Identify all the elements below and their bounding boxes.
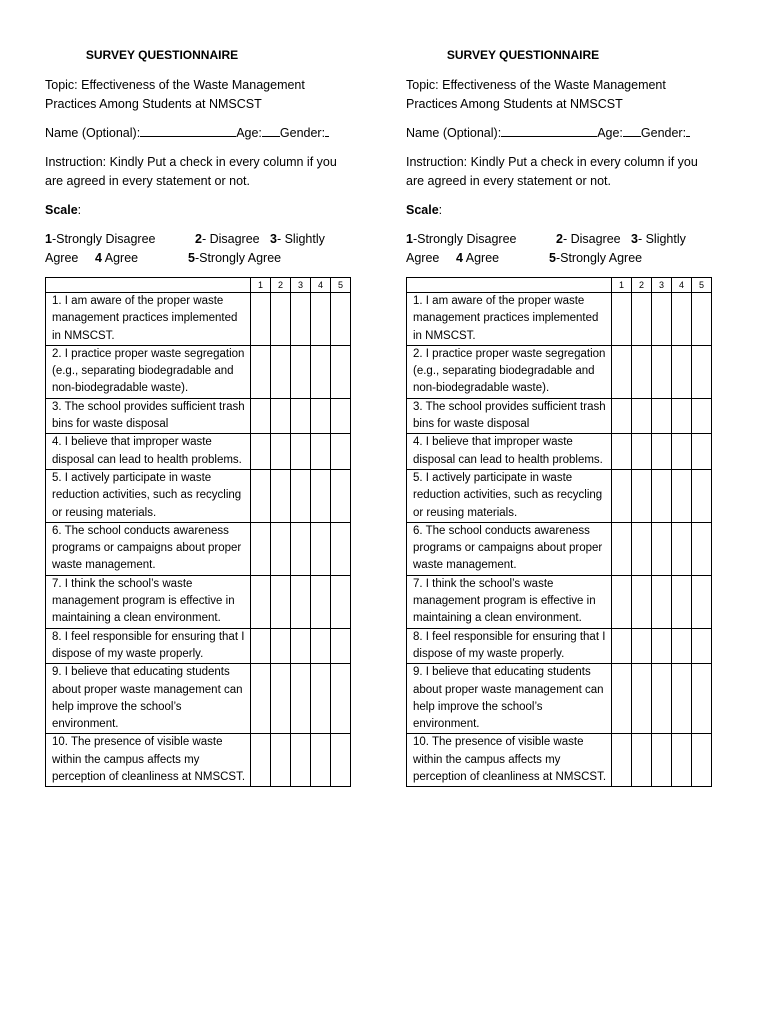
- statement-cell: 5. I actively participate in waste reduction activities, such as recycling or reusing materials.: [407, 469, 612, 522]
- rating-checkbox-cell[interactable]: [331, 398, 351, 434]
- scale-item-5: [188, 249, 281, 268]
- rating-checkbox-cell[interactable]: [672, 469, 692, 522]
- scale-text-1: -Strongly Disagree: [51, 232, 156, 246]
- rating-column-header: 5: [331, 278, 351, 293]
- scale-text-5: -Strongly Agree: [555, 251, 643, 265]
- statement-cell: 1. I am aware of the proper waste management practices implemented in NMSCST.: [407, 293, 612, 346]
- rating-column-header: 2: [632, 278, 652, 293]
- table-row: [46, 293, 351, 346]
- scale-item-3: [631, 230, 686, 249]
- rating-checkbox-cell[interactable]: [632, 469, 652, 522]
- scale-colon: :: [438, 203, 443, 217]
- statement-cell: 8. I feel responsible for ensuring that I dispose of my waste properly.: [46, 628, 251, 664]
- rating-checkbox-cell[interactable]: [331, 664, 351, 734]
- rating-column-header: 2: [271, 278, 291, 293]
- table-row: [46, 522, 351, 575]
- scale-legend: [45, 230, 355, 268]
- rating-checkbox-cell[interactable]: [672, 734, 692, 787]
- rating-checkbox-cell[interactable]: [311, 575, 331, 628]
- scale-text-5: -Strongly Agree: [194, 251, 282, 265]
- rating-checkbox-cell[interactable]: [692, 434, 712, 470]
- rating-checkbox-cell[interactable]: [271, 434, 291, 470]
- rating-checkbox-cell[interactable]: [672, 293, 692, 346]
- rating-checkbox-cell[interactable]: [291, 398, 311, 434]
- statement-rows: [46, 293, 351, 787]
- rating-checkbox-cell[interactable]: [251, 398, 271, 434]
- rating-checkbox-cell[interactable]: [652, 469, 672, 522]
- age-blank[interactable]: [262, 124, 280, 137]
- instruction-text: Instruction: Kindly Put a check in every column if you are agreed in every statement or not.: [45, 155, 337, 188]
- statement-cell: 4. I believe that improper waste disposal can lead to health problems.: [407, 434, 612, 470]
- respondent-info-line: [45, 124, 355, 143]
- rating-checkbox-cell[interactable]: [692, 575, 712, 628]
- rating-checkbox-cell[interactable]: [271, 469, 291, 522]
- table-row: [46, 434, 351, 470]
- scale-text-3-continued: Agree: [406, 251, 440, 265]
- rating-checkbox-cell[interactable]: [271, 664, 291, 734]
- scale-text-4: Agree: [101, 251, 139, 265]
- rating-checkbox-cell[interactable]: [311, 522, 331, 575]
- rating-checkbox-cell[interactable]: [311, 434, 331, 470]
- scale-item-5: [549, 249, 642, 268]
- scale-heading: [406, 201, 716, 220]
- rating-checkbox-cell[interactable]: [692, 293, 712, 346]
- rating-checkbox-cell[interactable]: [331, 434, 351, 470]
- gender-label: Gender:: [279, 126, 326, 140]
- rating-checkbox-cell[interactable]: [692, 469, 712, 522]
- scale-number-2: 2: [556, 232, 563, 246]
- rating-checkbox-cell[interactable]: [652, 293, 672, 346]
- statement-cell: 10. The presence of visible waste within the campus affects my perception of cleanliness at NMSCST.: [46, 734, 251, 787]
- rating-checkbox-cell[interactable]: [612, 628, 632, 664]
- scale-colon: :: [77, 203, 82, 217]
- table-row: [407, 734, 712, 787]
- statement-cell: 2. I practice proper waste segregation (e.g., separating biodegradable and non-biodegradable waste).: [46, 345, 251, 398]
- scale-number-5: 5: [549, 251, 556, 265]
- statement-cell: 7. I think the school’s waste management program is effective in maintaining a clean environment.: [46, 575, 251, 628]
- scale-number-1: 1: [45, 232, 52, 246]
- scale-item-4: [456, 249, 499, 268]
- rating-checkbox-cell[interactable]: [672, 398, 692, 434]
- scale-text-3: - Slightly: [637, 232, 686, 246]
- rating-checkbox-cell[interactable]: [612, 664, 632, 734]
- name-blank[interactable]: [501, 124, 597, 137]
- rating-checkbox-cell[interactable]: [311, 398, 331, 434]
- survey-table: [406, 277, 712, 787]
- table-row: [407, 434, 712, 470]
- rating-checkbox-cell[interactable]: [271, 734, 291, 787]
- rating-checkbox-cell[interactable]: [632, 398, 652, 434]
- topic-text: Topic: Effectiveness of the Waste Management Practices Among Students at NMSCST: [406, 78, 666, 111]
- table-row: [407, 628, 712, 664]
- scale-number-1: 1: [406, 232, 413, 246]
- rating-checkbox-cell[interactable]: [311, 345, 331, 398]
- rating-checkbox-cell[interactable]: [251, 734, 271, 787]
- rating-checkbox-cell[interactable]: [311, 628, 331, 664]
- name-blank[interactable]: [140, 124, 236, 137]
- rating-checkbox-cell[interactable]: [251, 345, 271, 398]
- rating-checkbox-cell[interactable]: [331, 628, 351, 664]
- rating-checkbox-cell[interactable]: [612, 734, 632, 787]
- statement-cell: 1. I am aware of the proper waste management practices implemented in NMSCST.: [46, 293, 251, 346]
- rating-checkbox-cell[interactable]: [251, 469, 271, 522]
- topic-text: Topic: Effectiveness of the Waste Management Practices Among Students at NMSCST: [45, 78, 305, 111]
- questionnaire-title: SURVEY QUESTIONNAIRE: [85, 48, 239, 62]
- rating-checkbox-cell[interactable]: [672, 434, 692, 470]
- rating-checkbox-cell[interactable]: [652, 398, 672, 434]
- rating-checkbox-cell[interactable]: [672, 664, 692, 734]
- rating-checkbox-cell[interactable]: [311, 734, 331, 787]
- scale-item-1: [406, 230, 516, 249]
- rating-checkbox-cell[interactable]: [291, 664, 311, 734]
- rating-checkbox-cell[interactable]: [672, 522, 692, 575]
- table-row: [407, 575, 712, 628]
- rating-checkbox-cell[interactable]: [692, 345, 712, 398]
- scale-text-3: - Slightly: [276, 232, 325, 246]
- rating-checkbox-cell[interactable]: [632, 345, 652, 398]
- rating-checkbox-cell[interactable]: [331, 734, 351, 787]
- age-blank[interactable]: [623, 124, 641, 137]
- scale-text-2: - Disagree: [201, 232, 260, 246]
- statement-cell: 6. The school conducts awareness programs or campaigns about proper waste management.: [46, 522, 251, 575]
- rating-checkbox-cell[interactable]: [672, 345, 692, 398]
- rating-checkbox-cell[interactable]: [612, 469, 632, 522]
- statement-cell: 4. I believe that improper waste disposal can lead to health problems.: [46, 434, 251, 470]
- rating-checkbox-cell[interactable]: [672, 575, 692, 628]
- rating-column-header: 1: [251, 278, 271, 293]
- table-row: [407, 345, 712, 398]
- questionnaire-form-right: [406, 46, 716, 787]
- rating-column-header: 4: [672, 278, 692, 293]
- table-row: [46, 345, 351, 398]
- rating-checkbox-cell[interactable]: [331, 345, 351, 398]
- rating-checkbox-cell[interactable]: [271, 398, 291, 434]
- rating-column-header: 3: [652, 278, 672, 293]
- scale-item-4: [95, 249, 138, 268]
- rating-checkbox-cell[interactable]: [291, 522, 311, 575]
- rating-checkbox-cell[interactable]: [632, 734, 652, 787]
- rating-checkbox-cell[interactable]: [652, 575, 672, 628]
- gender-blank[interactable]: [686, 124, 690, 137]
- respondent-info-line: [406, 124, 716, 143]
- rating-checkbox-cell[interactable]: [331, 575, 351, 628]
- rating-checkbox-cell[interactable]: [331, 469, 351, 522]
- rating-checkbox-cell[interactable]: [311, 293, 331, 346]
- scale-text-4: Agree: [462, 251, 500, 265]
- rating-checkbox-cell[interactable]: [271, 345, 291, 398]
- rating-column-header: 1: [612, 278, 632, 293]
- statement-cell: 5. I actively participate in waste reduction activities, such as recycling or reusing materials.: [46, 469, 251, 522]
- rating-checkbox-cell[interactable]: [311, 664, 331, 734]
- rating-checkbox-cell[interactable]: [311, 469, 331, 522]
- rating-checkbox-cell[interactable]: [271, 575, 291, 628]
- name-label: Name (Optional):: [45, 126, 141, 140]
- scale-text-2: - Disagree: [562, 232, 621, 246]
- rating-checkbox-cell[interactable]: [291, 345, 311, 398]
- statement-cell: 7. I think the school’s waste management program is effective in maintaining a clean environment.: [407, 575, 612, 628]
- rating-column-header: 4: [311, 278, 331, 293]
- rating-checkbox-cell[interactable]: [612, 398, 632, 434]
- gender-label: Gender:: [640, 126, 687, 140]
- table-row: [407, 398, 712, 434]
- rating-checkbox-cell[interactable]: [291, 628, 311, 664]
- age-label: Age:: [597, 126, 623, 140]
- rating-checkbox-cell[interactable]: [251, 522, 271, 575]
- statement-column-header: [407, 278, 612, 293]
- rating-checkbox-cell[interactable]: [291, 469, 311, 522]
- table-row: [407, 664, 712, 734]
- rating-checkbox-cell[interactable]: [652, 345, 672, 398]
- table-row: [407, 522, 712, 575]
- rating-column-header: 3: [291, 278, 311, 293]
- statement-cell: 10. The presence of visible waste within the campus affects my perception of cleanliness at NMSCST.: [407, 734, 612, 787]
- table-header-row: [407, 278, 712, 293]
- scale-text-3-continued: Agree: [45, 251, 79, 265]
- statement-cell: 9. I believe that educating students about proper waste management can help improve the school’s environment.: [407, 664, 612, 734]
- rating-checkbox-cell[interactable]: [692, 398, 712, 434]
- statement-cell: 8. I feel responsible for ensuring that I dispose of my waste properly.: [407, 628, 612, 664]
- rating-checkbox-cell[interactable]: [652, 628, 672, 664]
- table-row: [407, 469, 712, 522]
- scale-item-3: [270, 230, 325, 249]
- survey-table: [45, 277, 351, 787]
- rating-checkbox-cell[interactable]: [251, 664, 271, 734]
- rating-checkbox-cell[interactable]: [251, 628, 271, 664]
- rating-checkbox-cell[interactable]: [692, 664, 712, 734]
- rating-checkbox-cell[interactable]: [271, 628, 291, 664]
- scale-item-2: [195, 230, 260, 249]
- table-row: [46, 575, 351, 628]
- rating-checkbox-cell[interactable]: [291, 734, 311, 787]
- gender-blank[interactable]: [325, 124, 329, 137]
- scale-number-4: 4: [456, 251, 463, 265]
- statement-cell: 3. The school provides sufficient trash bins for waste disposal: [46, 398, 251, 434]
- statement-rows: [407, 293, 712, 787]
- table-row: [46, 628, 351, 664]
- rating-checkbox-cell[interactable]: [271, 522, 291, 575]
- rating-checkbox-cell[interactable]: [652, 434, 672, 470]
- rating-checkbox-cell[interactable]: [291, 293, 311, 346]
- rating-checkbox-cell[interactable]: [632, 293, 652, 346]
- statement-cell: 6. The school conducts awareness programs or campaigns about proper waste management.: [407, 522, 612, 575]
- rating-checkbox-cell[interactable]: [632, 628, 652, 664]
- scale-item-2: [556, 230, 621, 249]
- rating-checkbox-cell[interactable]: [612, 345, 632, 398]
- table-row: [46, 469, 351, 522]
- statement-cell: 2. I practice proper waste segregation (e.g., separating biodegradable and non-biodegradable waste).: [407, 345, 612, 398]
- instruction-text: Instruction: Kindly Put a check in every column if you are agreed in every statement or not.: [406, 155, 698, 188]
- rating-checkbox-cell[interactable]: [672, 628, 692, 664]
- scale-number-4: 4: [95, 251, 102, 265]
- age-label: Age:: [236, 126, 262, 140]
- rating-checkbox-cell[interactable]: [692, 522, 712, 575]
- scale-number-3: 3: [631, 232, 638, 246]
- scale-number-5: 5: [188, 251, 195, 265]
- rating-checkbox-cell[interactable]: [632, 434, 652, 470]
- statement-cell: 9. I believe that educating students about proper waste management can help improve the school’s environment.: [46, 664, 251, 734]
- table-row: [46, 398, 351, 434]
- table-row: [46, 734, 351, 787]
- rating-checkbox-cell[interactable]: [251, 293, 271, 346]
- statement-column-header: [46, 278, 251, 293]
- rating-checkbox-cell[interactable]: [331, 293, 351, 346]
- questionnaire-form-left: [45, 46, 355, 787]
- table-header-row: [46, 278, 351, 293]
- scale-legend: [406, 230, 716, 268]
- rating-checkbox-cell[interactable]: [612, 575, 632, 628]
- name-label: Name (Optional):: [406, 126, 502, 140]
- rating-checkbox-cell[interactable]: [692, 628, 712, 664]
- rating-checkbox-cell[interactable]: [652, 522, 672, 575]
- rating-checkbox-cell[interactable]: [331, 522, 351, 575]
- rating-checkbox-cell[interactable]: [632, 664, 652, 734]
- rating-checkbox-cell[interactable]: [632, 522, 652, 575]
- scale-text-1: -Strongly Disagree: [412, 232, 517, 246]
- scale-label: Scale: [406, 203, 439, 217]
- rating-checkbox-cell[interactable]: [271, 293, 291, 346]
- scale-label: Scale: [45, 203, 78, 217]
- rating-checkbox-cell[interactable]: [692, 734, 712, 787]
- statement-cell: 3. The school provides sufficient trash bins for waste disposal: [407, 398, 612, 434]
- scale-item-1: [45, 230, 155, 249]
- scale-number-3: 3: [270, 232, 277, 246]
- scale-number-2: 2: [195, 232, 202, 246]
- rating-checkbox-cell[interactable]: [612, 293, 632, 346]
- rating-checkbox-cell[interactable]: [612, 522, 632, 575]
- rating-checkbox-cell[interactable]: [291, 434, 311, 470]
- rating-checkbox-cell[interactable]: [652, 734, 672, 787]
- rating-checkbox-cell[interactable]: [632, 575, 652, 628]
- rating-checkbox-cell[interactable]: [251, 434, 271, 470]
- rating-column-header: 5: [692, 278, 712, 293]
- questionnaire-title: SURVEY QUESTIONNAIRE: [446, 48, 600, 62]
- rating-checkbox-cell[interactable]: [612, 434, 632, 470]
- table-row: [46, 664, 351, 734]
- rating-checkbox-cell[interactable]: [652, 664, 672, 734]
- table-row: [407, 293, 712, 346]
- rating-checkbox-cell[interactable]: [251, 575, 271, 628]
- scale-heading: [45, 201, 355, 220]
- rating-checkbox-cell[interactable]: [291, 575, 311, 628]
